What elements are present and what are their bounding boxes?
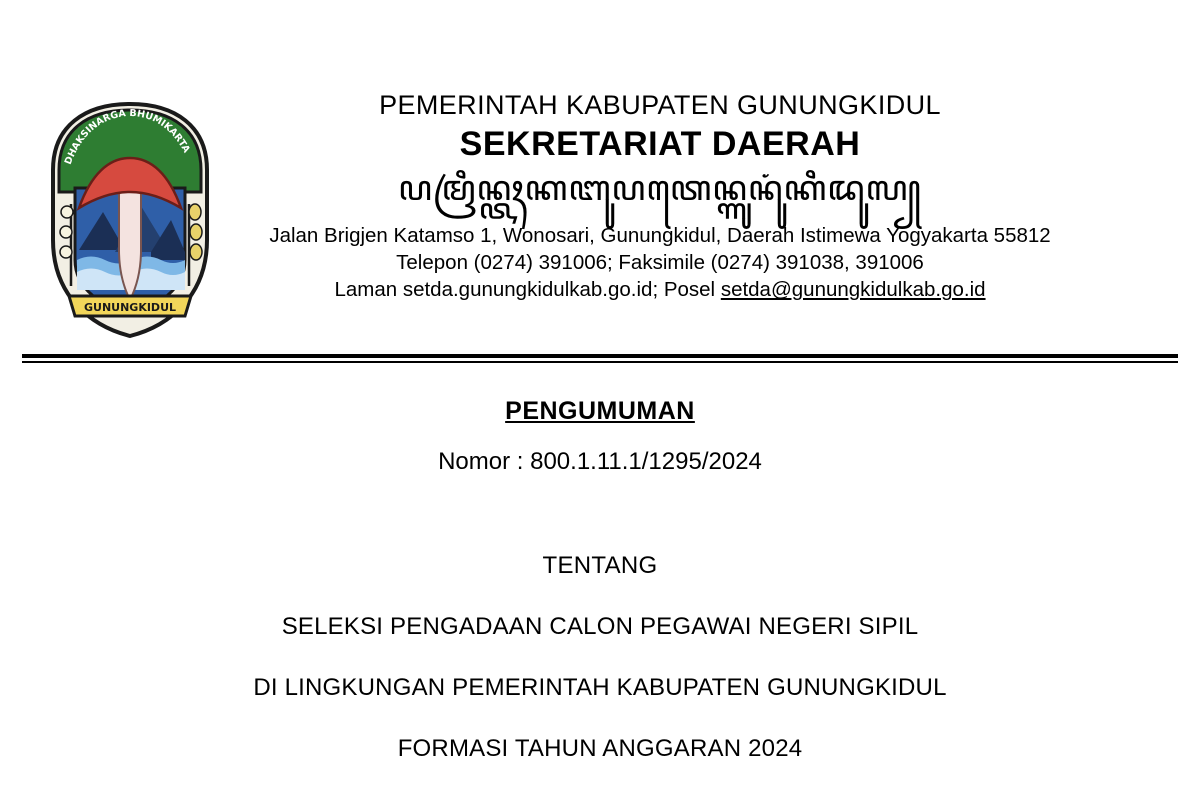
announcement-label: PENGUMUMAN (505, 397, 695, 425)
document-title-block (0, 397, 1200, 763)
letterhead-text (220, 90, 1160, 303)
about-label: TENTANG (542, 552, 658, 579)
divider-rule-thin (22, 361, 1178, 363)
svg-text:DHAKSINARGA BHUMIKARTA: DHAKSINARGA BHUMIKARTA (62, 107, 192, 167)
letterhead-divider (22, 354, 1178, 363)
government-line: PEMERINTAH KABUPATEN GUNUNGKIDUL (379, 90, 941, 120)
letterhead (0, 0, 1200, 340)
email-link[interactable]: setda@gunungkidulkab.go.id (720, 278, 986, 302)
phone-line: Telepon (0274) 391006; Faksimile (0274) 391038, 391006 (396, 251, 924, 275)
document-number: Nomor : 800.1.11.1/1295/2024 (438, 448, 762, 475)
javanese-script-line: ꦥꦩꦿꦶꦤ꧀ꦠꦃꦏꦧꦸꦥꦠꦺꦤ꧀ꦒꦸꦤꦸꦁꦏꦶꦢꦸꦭ꧀ (398, 168, 922, 209)
svg-text:GUNUNGKIDUL: GUNUNGKIDUL (83, 301, 177, 314)
crest-container (40, 90, 220, 340)
web-line-prefix: Laman setda.gunungkidulkab.go.id; Posel (334, 278, 721, 302)
subject-line-2: DI LINGKUNGAN PEMERINTAH KABUPATEN GUNUNGKIDUL (253, 674, 947, 701)
gunungkidul-regency-crest-icon (45, 100, 215, 340)
web-line (220, 276, 1100, 303)
address-line: Jalan Brigjen Katamso 1, Wonosari, Gunungkidul, Daerah Istimewa Yogyakarta 55812 (269, 224, 1051, 248)
subject-line-3: FORMASI TAHUN ANGGARAN 2024 (397, 735, 803, 762)
subject-line-1: SELEKSI PENGADAAN CALON PEGAWAI NEGERI SIPIL (281, 613, 919, 640)
organization-line: SEKRETARIAT DAERAH (459, 125, 861, 164)
